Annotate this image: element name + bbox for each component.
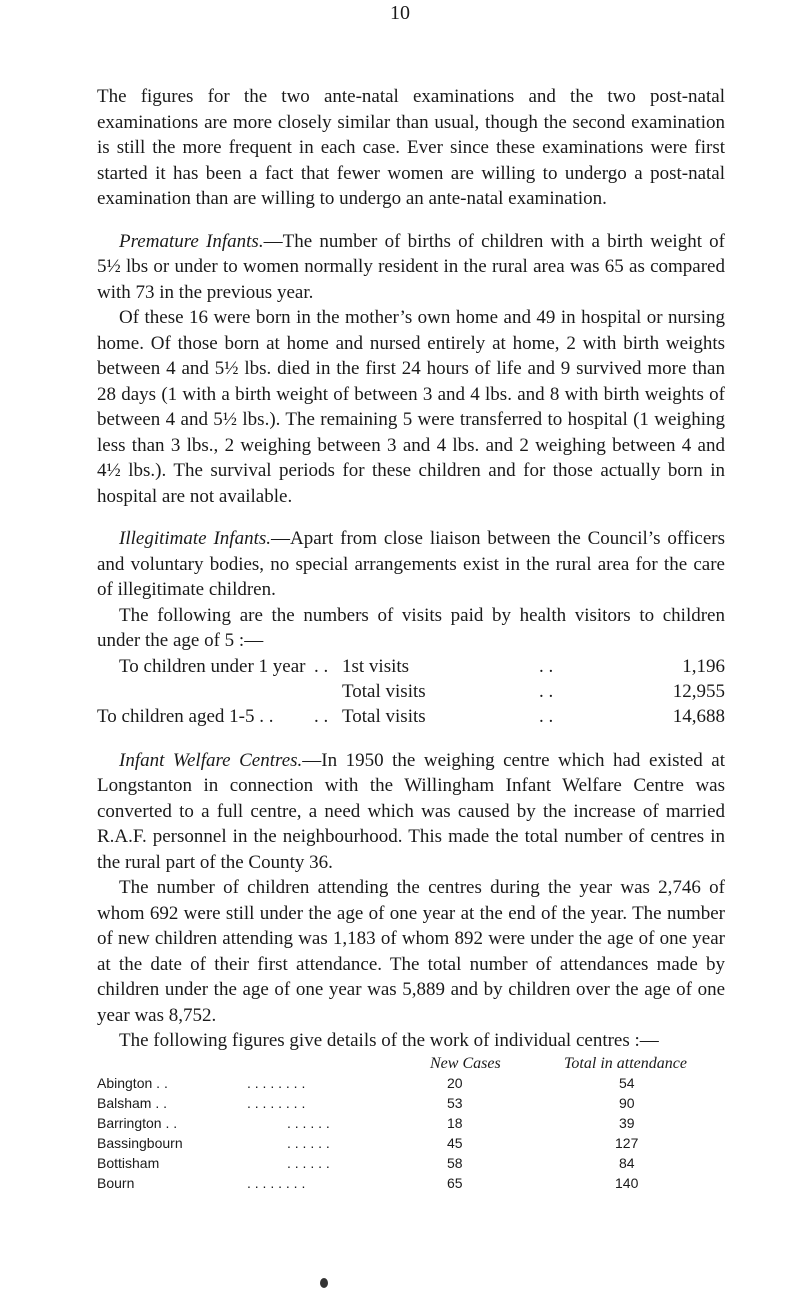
ink-spot xyxy=(320,1278,328,1288)
new-cases-value: 53 xyxy=(447,1095,463,1111)
visits-type: Total visits xyxy=(342,705,426,727)
illegitimate-infants-text: —Apart from close liaison between the Council’s officers and voluntary bodies, no special arrangements exist in the rural area for the care of illegitimate children. xyxy=(97,528,726,600)
total-attendance-value: 39 xyxy=(619,1115,635,1131)
visits-count: 12,955 xyxy=(672,680,725,702)
new-cases-value: 20 xyxy=(447,1075,463,1091)
total-attendance-value: 84 xyxy=(619,1155,635,1171)
centres-table xyxy=(97,1055,725,1191)
centre-name: Bourn xyxy=(97,1175,135,1191)
visits-table xyxy=(97,654,725,731)
centre-name: Barrington . . xyxy=(97,1115,178,1131)
visits-dots: . . xyxy=(539,680,554,702)
paragraph-examinations: The figures for the two ante-natal examinations and the two post-natal examinations are more closely similar than usual, though the second examination is still the more frequent in each case. Ever since these examinations were first started it has been a fact that fewer women are willing to undergo a post-natal examination than are willing to undergo an ante-natal examination. xyxy=(97,86,725,209)
paragraph-welfare-centres xyxy=(97,748,725,876)
visits-row xyxy=(97,654,725,679)
page-number: 10 xyxy=(390,2,410,24)
column-header-new-cases: New Cases xyxy=(430,1055,501,1072)
table-row xyxy=(97,1095,725,1115)
welfare-centres-text: —In 1950 the weighing centre which had existed at Longstanton in connection with the Willingham Infant Welfare Centre was converted to a full centre, a need which was caused by the increase of married R.A.F. personnel in the neighbourhood. This made the total number of centres in the rural part of the County 36. xyxy=(97,749,725,873)
centre-name: Abington . . xyxy=(97,1075,168,1091)
total-attendance-value: 140 xyxy=(615,1175,639,1191)
visits-row xyxy=(97,679,725,704)
row-leader: . . . . . . xyxy=(287,1155,330,1171)
visits-row xyxy=(97,704,725,729)
total-attendance-value: 90 xyxy=(619,1095,635,1111)
table-row xyxy=(97,1115,725,1135)
new-cases-value: 65 xyxy=(447,1175,463,1191)
paragraph-premature-infants xyxy=(97,229,725,306)
heading-illegitimate-infants: Illegitimate Infants. xyxy=(119,528,271,549)
new-cases-value: 58 xyxy=(447,1155,463,1171)
visits-leader: . . xyxy=(314,705,329,727)
row-leader: . . . . . . . . xyxy=(247,1075,306,1091)
paragraph-attendance: The number of children attending the centres during the year was 2,746 of whom 692 were still under the age of one year at the end of the year. The number of new children attending was 1,183 of whom 892 were under the age of one year at the date of their first attendance. The total number of attendances made by children under the age of one year was 5,889 and by children over the age of one year was 8,752. xyxy=(97,877,725,1026)
paragraph-illegitimate-infants xyxy=(97,526,725,603)
visits-group: To children aged 1-5 . . xyxy=(97,705,274,727)
visits-count: 1,196 xyxy=(682,655,725,677)
heading-premature-infants: Premature Infants. xyxy=(119,230,264,252)
premature-infants-text: —The number of births of children with a birth weight of 5½ lbs or under to women normally resident in the rural area was 65 as compared with 73 in the previous year. xyxy=(97,230,725,303)
total-attendance-value: 127 xyxy=(615,1135,639,1151)
new-cases-value: 45 xyxy=(447,1135,463,1151)
table-row xyxy=(97,1155,725,1175)
visits-group: To children under 1 year xyxy=(119,655,306,677)
paragraph-visits-intro: The following are the numbers of visits paid by health visitors to children under the age of 5 :— xyxy=(97,604,725,651)
centre-name: Bassingbourn xyxy=(97,1135,183,1151)
row-leader: . . . . . . xyxy=(287,1115,330,1131)
table-row xyxy=(97,1075,725,1095)
visits-dots: . . xyxy=(539,705,554,727)
new-cases-value: 18 xyxy=(447,1115,463,1131)
total-attendance-value: 54 xyxy=(619,1075,635,1091)
table-row xyxy=(97,1135,725,1155)
visits-dots: . . xyxy=(539,655,554,677)
visits-leader: . . xyxy=(314,655,329,677)
report-body xyxy=(97,84,725,1054)
heading-welfare-centres: Infant Welfare Centres. xyxy=(119,749,303,771)
visits-count: 14,688 xyxy=(672,705,725,727)
visits-type: 1st visits xyxy=(342,655,410,677)
paragraph-births-detail: Of these 16 were born in the mother’s own home and 49 in hospital or nursing home. Of those born at home and nursed entirely at home, 2 with birth weights between 4 and 5½ lbs. died in the first 24 hours of life and 9 survived more than 28 days (1 with a birth weight of between 3 and 4 lbs. and 8 with birth weights of between 4 and 5½ lbs.). The remaining 5 were transferred to hospital (1 weighing less than 3 lbs., 2 weighing between 3 and 4 lbs. and 2 weighing between 4 and 4½ lbs.). The survival periods for these children and for those actually born in hospital are not available. xyxy=(97,307,725,507)
table-row xyxy=(97,1175,725,1195)
row-leader: . . . . . . xyxy=(287,1135,330,1151)
column-header-total-attendance: Total in attendance xyxy=(564,1055,687,1072)
row-leader: . . . . . . . . xyxy=(247,1175,306,1191)
paragraph-centres-intro: The following figures give details of the work of individual centres :— xyxy=(119,1030,659,1051)
centre-name: Bottisham xyxy=(97,1155,160,1171)
visits-type: Total visits xyxy=(342,680,426,702)
row-leader: . . . . . . . . xyxy=(247,1095,306,1111)
centre-name: Balsham . . xyxy=(97,1095,168,1111)
